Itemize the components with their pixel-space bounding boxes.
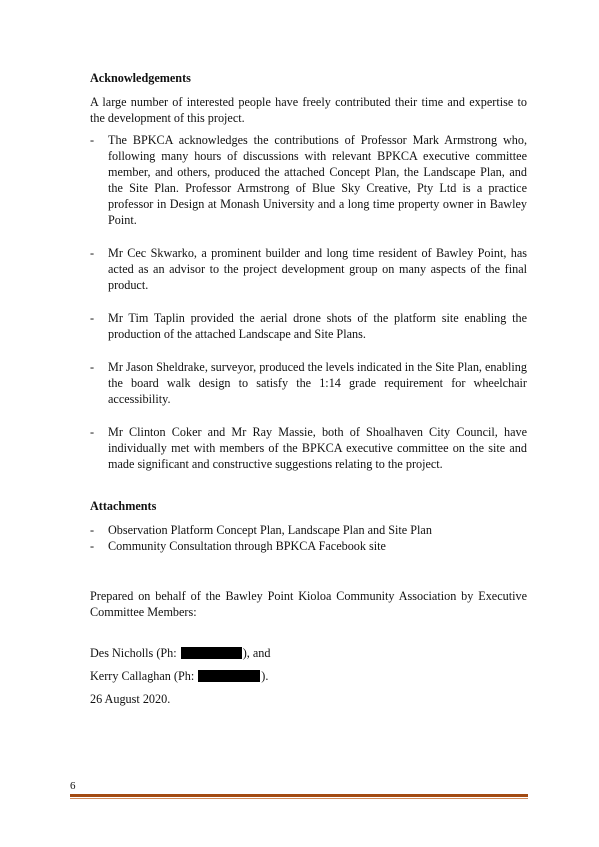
- date: 26 August 2020.: [90, 692, 171, 706]
- prepared-by-section: [90, 588, 527, 714]
- signatory-1: [90, 645, 527, 661]
- signatory-1-name: Des Nicholls (Ph:: [90, 646, 180, 660]
- list-item: - Observation Platform Concept Plan, Landscape Plan and Site Plan: [90, 522, 527, 538]
- main-content: [90, 70, 527, 554]
- footer-rule-thin: [70, 798, 528, 799]
- list-item: - The BPKCA acknowledges the contributions of Professor Mark Armstrong who, following many hours of discussions with relevant BPKCA executive committee member, and others, produced the attached Concept Plan, the Landscape Plan, and the Site Plan. Professor Armstrong of Blue Sky Creative, Pty Ltd is a practice professor in Design at Monash University and a long time property owner in Bawley Point.: [90, 132, 527, 228]
- acknowledgements-heading: Acknowledgements: [90, 71, 191, 85]
- signatory-2: [90, 668, 527, 684]
- attachments-heading: Attachments: [90, 499, 157, 513]
- list-item: - Mr Clinton Coker and Mr Ray Massie, both of Shoalhaven City Council, have individually met with members of the BPKCA executive committee on the site and made significant and constructive suggestions relating to the project.: [90, 424, 527, 472]
- page-number: 6: [70, 780, 76, 792]
- list-item: - Community Consultation through BPKCA Facebook site: [90, 538, 527, 554]
- prepared-text: Prepared on behalf of the Bawley Point Kioloa Community Association by Executive Committee Members:: [90, 589, 527, 619]
- acknowledgements-intro: A large number of interested people have freely contributed their time and expertise to the development of this project.: [90, 95, 527, 125]
- attachments-list: [90, 522, 527, 554]
- list-item: - Mr Jason Sheldrake, surveyor, produced the levels indicated in the Site Plan, enabling the board walk design to satisfy the 1:14 grade requirement for wheelchair accessibility.: [90, 359, 527, 407]
- footer-rule: [70, 794, 528, 797]
- signatories: [90, 645, 527, 707]
- signatory-1-suffix: ), and: [242, 646, 271, 660]
- redacted-phone: [181, 647, 242, 659]
- signatory-2-suffix: ).: [261, 669, 269, 683]
- list-item: - Mr Cec Skwarko, a prominent builder and long time resident of Bawley Point, has acted as an advisor to the project development group on many aspects of the final product.: [90, 245, 527, 293]
- redacted-phone: [198, 670, 260, 682]
- list-item: - Mr Tim Taplin provided the aerial drone shots of the platform site enabling the production of the attached Landscape and Site Plans.: [90, 310, 527, 342]
- signatory-2-name: Kerry Callaghan (Ph:: [90, 669, 198, 683]
- acknowledgements-list: [90, 132, 527, 472]
